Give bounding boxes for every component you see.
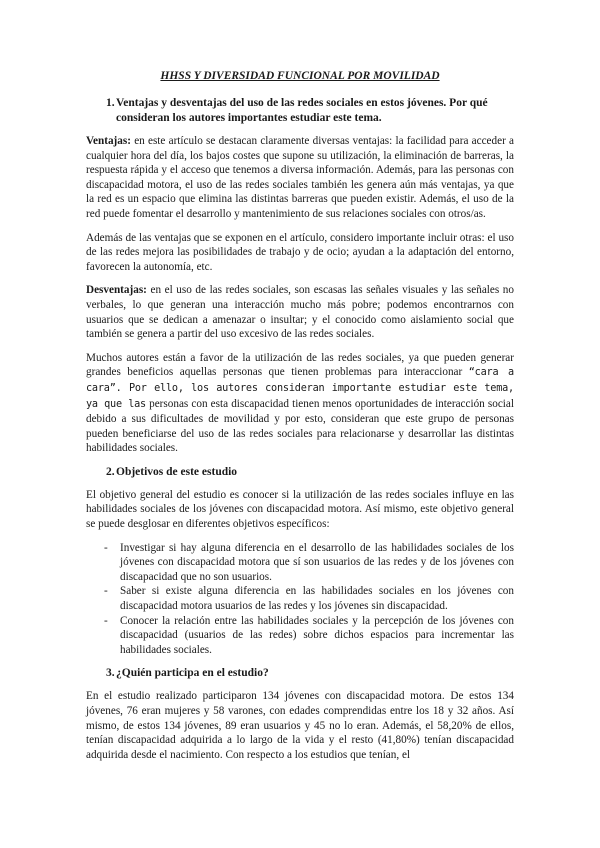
authors-quote-text: “cara a cara”. Por ello, los autores consideran importante estudiar este tema, ya que las [86,367,514,410]
additional-advantages-paragraph: Además de las ventajas que se exponen en el artículo, considero importante incluir otras: el uso de las redes mejora las posibilidades de trabajo y de ocio; ayudan a la adaptación del entorno, favorecen la autonomía, etc. [86,231,514,273]
ventajas-paragraph [86,134,514,222]
desventajas-text: en el uso de las redes sociales, son escasas las señales visuales y las señales no verbales, lo que generan una interacción mucho más pobre; podemos encontrarnos con usuarios que se dedican a amenazar o insultar; y el conocido como aislamiento social que también se genera a partir del uso excesivo de las redes sociales. [86,284,514,341]
section-1-title: Ventajas y desventajas del uso de las redes sociales en estos jóvenes. Por qué consideran los autores importantes estudiar este tema. [116,97,488,124]
section-2-heading [86,465,514,480]
ventajas-text: en este artículo se destacan claramente diversas ventajas: la facilidad para acceder a cualquier hora del día, los bajos costes que supone su utilización, la eliminación de barreras, la respuesta rápida y el acceso que tenemos a diversa información. Además, para las personas con discapacidad motora, el uso de las redes sociales también les genera aún más ventajas, ya que la red es un espacio que elimina las distintas barreras que pueden existir. Además, el uso de la red puede fomentar el desarrollo y mantenimiento de sus relaciones sociales con otros/as. [86,135,514,220]
dash-marker: - [104,585,108,598]
participants-paragraph: En el estudio realizado participaron 134 jóvenes con discapacidad motora. De estos 134 jóvenes, 76 eran mujeres y 58 varones, con edades comprendidas entre los 18 y 32 años. Así mismo, de estos 134 jóvenes, 89 eran usuarios y 45 no lo eran. Además, el 58,20% de ellos, tenían discapacidad adquirida a lo largo de la vida y el resto (41,80%) tenían discapacidad adquirida desde el nacimiento. Con respecto a los estudios que tenían, el [86,690,514,761]
list-item: - Investigar si hay alguna diferencia en el desarrollo de las habilidades sociales de los jóvenes con discapacidad motora que sí son usuarios de las redes y de los jóvenes con discapacidad que no son usuarios. [104,541,514,583]
section-1-heading [86,96,514,126]
objectives-list [86,541,514,658]
section-2-title: Objetivos de este estudio [116,465,238,478]
authors-paragraph [86,351,514,456]
section-3-number: 3. [106,667,115,680]
section-1-number: 1. [106,97,115,109]
dash-marker: - [104,614,108,627]
section-2-number: 2. [106,465,115,478]
section-3-title: ¿Quién participa en el estudio? [116,667,269,680]
desventajas-label: Desventajas: [86,284,147,297]
desventajas-paragraph [86,283,514,341]
ventajas-label: Ventajas: [86,135,131,147]
section-3-heading [86,666,514,681]
dash-marker: - [104,541,108,554]
authors-text-part2: personas con esta discapacidad tienen menos oportunidades de interacción social debido a sus dificultades de movilidad y por esto, consideran que este grupo de personas pueden beneficiarse del uso de las redes sociales para relacionarse y desarrollar las distintas habilidades sociales. [86,397,514,455]
document-title: HHSS Y DIVERSIDAD FUNCIONAL POR MOVILIDAD [160,70,440,82]
objectives-intro-paragraph: El objetivo general del estudio es conocer si la utilización de las redes sociales influye en las habilidades sociales de los jóvenes con discapacidad motora. Así mismo, este objetivo general se puede desglosar en diferentes objetivos específicos: [86,488,514,531]
list-item: - Conocer la relación entre las habilidades sociales y la percepción de los jóvenes con discapacidad (usuarios de las redes) sobre dichos espacios para incrementar las habilidades sociales. [104,614,514,656]
list-item: - Saber si existe alguna diferencia en las habilidades sociales en los jóvenes con discapacidad motora usuarios de las redes y los jóvenes sin discapacidad. [104,585,514,613]
authors-text-part1: Muchos autores están a favor de la utilización de las redes sociales, ya que pueden generar grandes beneficios aquellas personas que tienen problemas para interaccionar [86,351,514,379]
